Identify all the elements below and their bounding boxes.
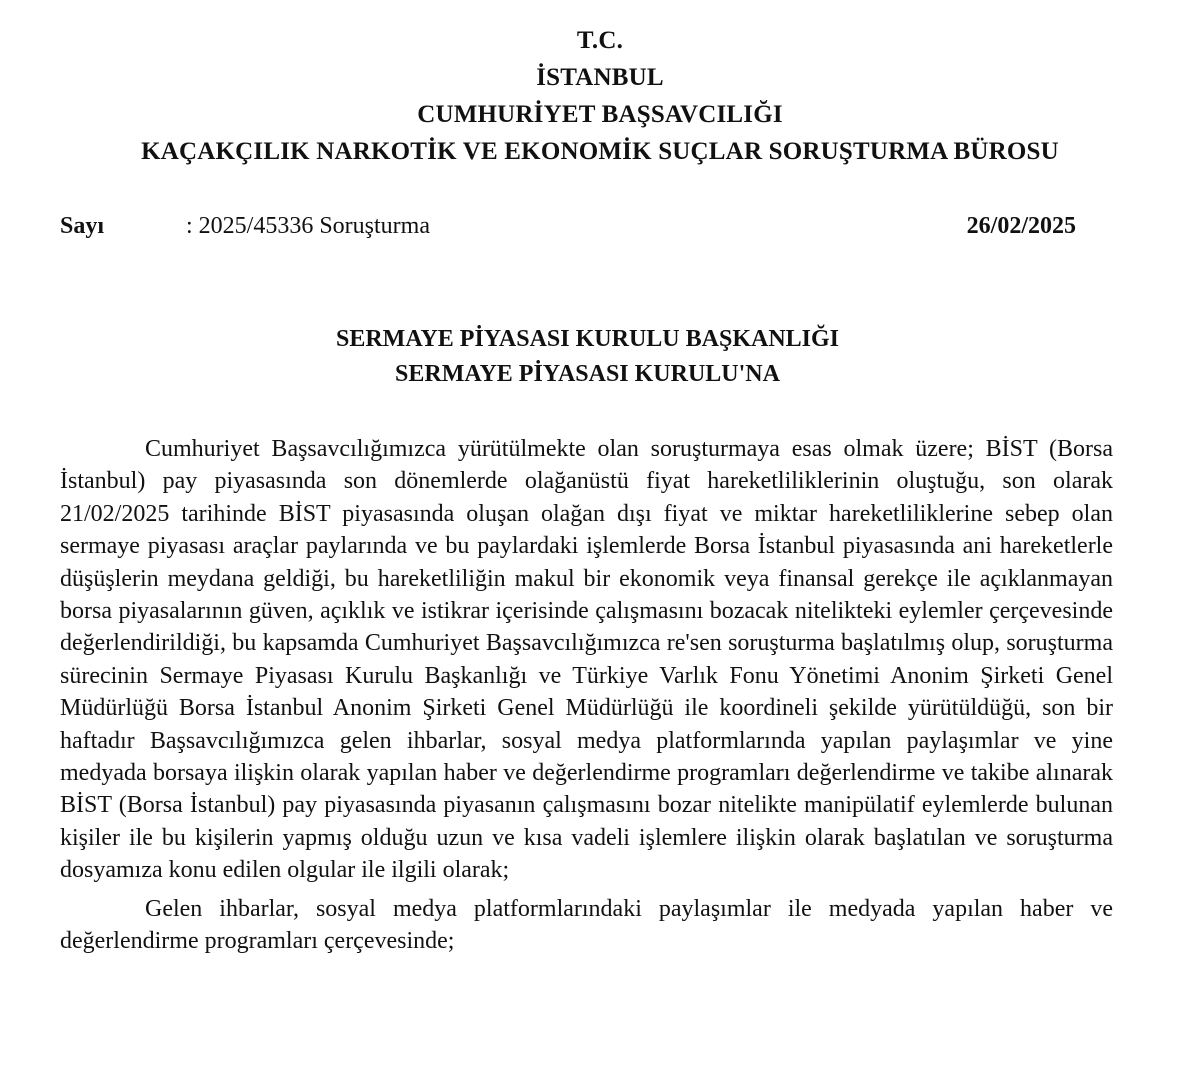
reference-number: : 2025/45336 Soruşturma [186, 213, 430, 239]
addressee-line-1: SERMAYE PİYASASI KURULU BAŞKANLIĞI [335, 326, 839, 352]
letterhead [0, 22, 1200, 170]
document-date: 26/02/2025 [966, 213, 1076, 239]
reference-label: Sayı [60, 213, 105, 239]
addressee-block [0, 322, 1175, 392]
addressee-line-2: SERMAYE PİYASASI KURULU'NA [395, 361, 780, 387]
reference-row [0, 210, 1200, 242]
body-paragraph-2: Gelen ihbarlar, sosyal medya platformlarındaki paylaşımlar ile medyada yapılan haber ve değerlendirme programları çerçevesinde; [60, 895, 1113, 955]
header-bureau: KAÇAKÇILIK NARKOTİK VE EKONOMİK SUÇLAR SORUŞTURMA BÜROSU [141, 138, 1059, 165]
letter-body [60, 433, 1113, 958]
header-city: İSTANBUL [536, 64, 664, 91]
body-paragraph-1: Cumhuriyet Başsavcılığımızca yürütülmekte olan soruşturmaya esas olmak üzere; BİST (Borsa İstanbul) pay piyasasında son dönemlerde olağanüstü fiyat hareketliliklerinin oluştuğu, son olarak 21/02/2025 tarihinde BİST piyasasında oluşan olağan dışı fiyat ve miktar hareketliliklerine sebep olan sermaye piyasası araçlar paylarında ve bu paylardaki işlemlerde Borsa İstanbul piyasasında ani hareketlerle düşüşlerin meydana geldiği, bu hareketliliğin makul bir ekonomik veya finansal gerekçe ile açıklanmayan borsa piyasalarının güven, açıklık ve istikrar içerisinde çalışmasını bozacak nitelikteki eylemler çerçevesinde değerlendirildiği, bu kapsamda Cumhuriyet Başsavcılığımızca re'sen soruşturma başlatılmış olup, soruşturma sürecinin Sermaye Piyasası Kurulu Başkanlığı ve Türkiye Varlık Fonu Yönetimi Anonim Şirketi Genel Müdürlüğü Borsa İstanbul Anonim Şirketi Genel Müdürlüğü ile koordineli şekilde yürütüldüğü, son bir haftadır Başsavcılığımızca gelen ihbarlar, sosyal medya platformlarında yapılan paylaşımlar ve yine medyada borsaya ilişkin olarak yapılan haber ve değerlendirme programları değerlendirme ve takibe alınarak BİST (Borsa İstanbul) pay piyasasında piyasanın çalışmasını bozar nitelikte manipülatif eylemlerde bulunan kişiler ile bu kişilerin yapmış olduğu uzun ve kısa vadeli işlemlere ilişkin olarak başlatılan ve soruşturma dosyamıza konu edilen olgular ile ilgili olarak; [60, 436, 1113, 884]
header-country: T.C. [576, 27, 624, 54]
header-office: CUMHURİYET BAŞSAVCILIĞI [417, 101, 783, 128]
